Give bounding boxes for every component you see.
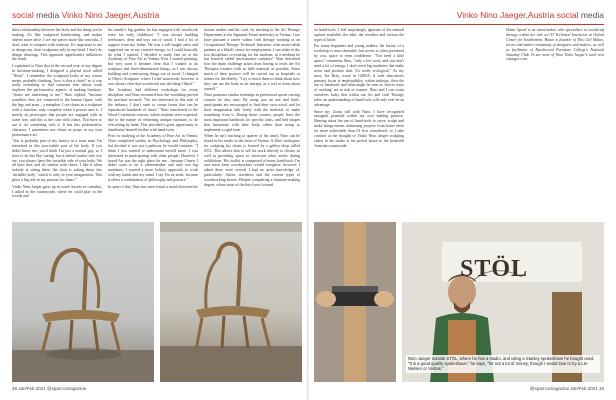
author-bio-column [506, 28, 604, 220]
text-column-1 [12, 28, 102, 220]
paragraph: The Academy had different workshops for every discipline, and Nino recounted how the woodshop proved his machine focused: "I'm not interested in this side of the industry, I don't want to create forms that can be reproduced hundreds of times." Nino transferred to the Wood I extension courses, where students were expected, due to the nature of relearning antique furniture, to do everything by hand. This provided a great opportunity to familiarise himself further with hand-tools. [108, 88, 198, 132]
text-column-4 [314, 28, 404, 220]
page-header-right [457, 10, 604, 20]
page-header-left [12, 10, 159, 20]
header-section-right: social [556, 10, 579, 20]
header-title: Vinko Nino Jaeger,Austria [61, 10, 160, 20]
paragraph: I explained to Nino that in the second year of my degree in furniture-making, I designed a playful stool called "Nimy". I remember the sculptural looks of my course mates, probably thinking, 'how is that a chair?' so it was really refreshing to find someone else whose work explores the performative aspects of making furniture. "chairs are interesting to me," Nino replied, "because somehow they are connected to the human figure, with the legs and arms... a metaphor. I see chairs as a sculpture with a function: only complete when a person uses it. I mostly do prototypes that people are engaged with in some way, and this is the case with chairs. You have to use it, do something with it. It has this performative character. I sometimes use chairs as props in my own performance art. [12, 63, 102, 137]
paragraph: Prior to studying at the Academy of Fine Art in Vienna, Nino completed studies in Psychology and Philosophy, but decided it was not a pathway he would continue. "I think I just wanted to understand myself more. I was interested in participating with other people. However I found Art was the right place for me... because I knew I didn't want to be a cabinetmaker and only use big machines. I wanted a more holistic approach, to work with my hands and my mind. I say I'm an artist, because it offers a combination of philosophy and practice." [108, 134, 198, 183]
header-mag: media [36, 10, 60, 20]
photo-caption: Nino Jaeger outside STÖL, where he has a studio, and using a Stanley spokeshave he bought used. "It is a good quality spokeshave," he says, "for not a lot of money, though I would love to try a Lie-Nielsen or Veritas." [406, 355, 600, 373]
paragraph: former studies and his craft, by teaching in the Art Therapy Department at the Sigmund Freud university in Vienna. I too have pursued a career within craft therapy working as an Occupational Therapy Technical Instructor with neuro-rehab patients at a blind's centre for employment. I can relate to the two disciplines co-existing for his students, in a medium he has fostered called 'performative sculpture'. Nino described how the main challenge arises from having to teach the Art Therapist trainees with as little material as possible, Since much of their practice will be carried out in hospitals or homes for the elderly. "I try to teach them to think about how they can use the body in art therapy, as a tool to learn about oneself." [204, 28, 300, 91]
chair-illustration [12, 222, 154, 382]
header-title-right: Vinko Nino Jaeger,Austria [456, 10, 555, 20]
shop-sign-text: STÖL [460, 256, 529, 282]
header-mag-right: media [580, 10, 604, 20]
paragraph: Vinko Nino Jaeger grew up in south Austria in carinthia, I asked in the countryside, where he could play in the woods and [12, 184, 102, 199]
header-section: social [12, 10, 34, 20]
page-footer-left: 48 Jan/Feb 2021 @sparrcomagazine [12, 386, 87, 391]
page-gutter [307, 0, 309, 400]
paragraph: In spite of this, Nino has since found a match between his [108, 184, 198, 189]
paragraph: For many beginners and young makers, the luxury of a workshop is most desirable, but access is often prevented by cost, space or even confidence. "You need a little space," comments Nino, "only a few tools, and you don't need a lot of energy. I don't need big machines that make noise and produce dust. It's really ecological." As my tutor, Joe Bray, wrote in GMOZ, if craft education's primary focus is employability within industry, then the use of handtools and what might be seen as 'slower ways of working' are at risk of erasure. Nino and I can count ourselves lucky that within our Art and craft Therapy roles, an understanding of hand-tools will only ever be an advantage. [314, 44, 404, 108]
paragraph: direct relationship between the body and the thing you're making. It's like sculptural handwriting, and makes objects more alive. I see my pieces more like artworks, I don't want to compete with industry. It's important to me to design my chair sculptures only in my head. I don't do design drawings. This approach significantly influences the result. [12, 28, 102, 62]
header-rule-left [12, 24, 302, 25]
text-column-5 [410, 28, 500, 220]
paragraph: Nino promotes similar teachings in greenwood spoon carving courses he also runs. By using just an axe and knife, participants are encouraged to find their own wood, and let their imagination talk freely with the material, to make something from it. During these courses, people learn the most important handtools for specific tasks, and find shapes that harmonise with their body, rather than trying to implement a rigid form. [204, 93, 300, 132]
photo-chair-sculpture-1 [12, 222, 154, 382]
photo-spokeshave-closeup [314, 222, 396, 382]
paragraph: When he isn't teaching (a quarter of his time), Nino can be found in his studio in the heart of Vienna. A 20m² workspace for sculpting his chairs is fronted by a gallery-shop called d'OL. This allows him to sell his work directly to clients, as well as providing space to showcase other artists during exhibitions. His toolkit is comprised of many hand-tools I'm sure most keen woodworkers would recognise, however I admit there were several I had no prior knowledge of, particularly: Adzes, travishers and the various types of woodworking knives. Despite completing a furniture-making degree, where most of the third year focused [204, 134, 300, 188]
text-column-2 [108, 28, 198, 220]
page-footer-right: @sparrcomagazine Jan/Feb 2021 49 [529, 386, 604, 391]
paragraph: his family's big garden, he has engaged with woodwork since his early childhood. "I was always building treehouses, dens and toys out of wood. I had a lot of support from my father. He was a self-taught artist and supported me in my creative energy, so I could basically do what I wanted. I decided to study fine art at the Academy of Fine Art in Vienna. First I started painting, but very soon it became clear that I wanted to do sculpture and three-dimensional things, as I was always building and constructing things out of wood. I changed to Object Sculpture, where I tried stonework, however it was always clear that woodwork was the thing I liked." [108, 28, 198, 86]
chair-illustration [160, 222, 302, 382]
spokeshave-illustration [314, 222, 396, 382]
author-bio: Hattie Speed is an artist-maker, who specialises in woodcraft therapy within her role as OT Technical Instructor at Oxford Centre for Enablement. Hattie is founder of This Girl Makes, an art and maker community of designers and makers, as well as facilitator of Ryuobwood Furniture College's National Saturday Club. To see more of Nino Vinko Jaeger's work visit vnjaeger.com. [506, 28, 604, 62]
photo-chair-sculpture-2 [160, 222, 302, 382]
paragraph: "this is probably part of my history as a trans man; I'm interested in this non-visible part of the body. If you didn't know me, you'd think I'm just a normal guy, so I have to do this like 'outing', but it doesn't matter who you are, you always have this invisible side of your body. We all have that, and it's similar with chairs. I like it when nobody is sitting there, the chair is asking about this 'invisible body', which is only in your imagination. This plays a big role in my passion for chairs." [12, 138, 102, 183]
header-rule-right [314, 24, 604, 25]
paragraph: Since my Zoom call with Nino, I have recognised untapped potential within my own making practice. Hearing about the use of hand-tools to carve, sculpt and make things means unlearning projects from home seem far more achievable than I'd first considered: so I take comfort at the thought of Vinko Nino Jaeger sculpting chairs in his studio at his period house in the beautiful Austrian countryside. [314, 109, 404, 148]
paragraph: on hand-tools, I feel surprisingly ignorant of the manual options available; the adze, the travisher and various the types of knife. [314, 28, 404, 42]
text-column-3 [204, 28, 300, 220]
